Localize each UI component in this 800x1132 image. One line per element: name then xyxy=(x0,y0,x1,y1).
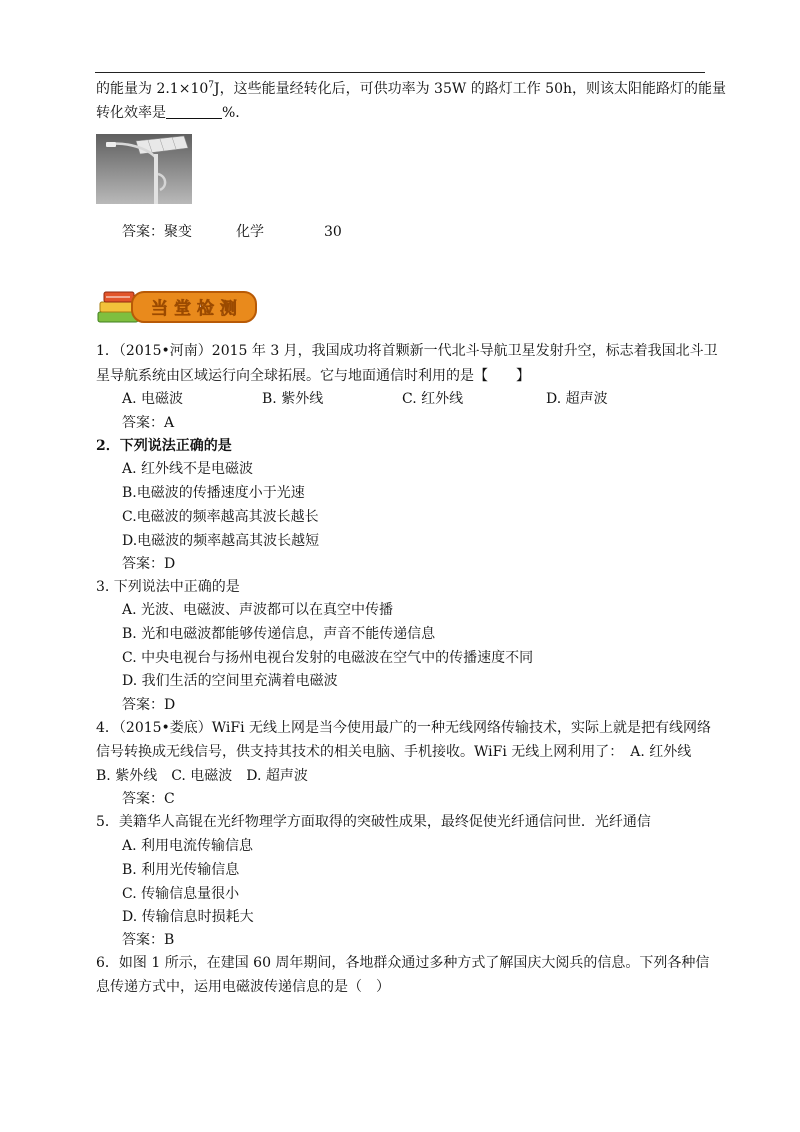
q2-option-d: D.电磁波的频率越高其波长越短 xyxy=(122,533,320,549)
q1-answer: 答案：A xyxy=(122,415,175,431)
q1-stem-line-2: 星导航系统由区域运行向全球拓展。它与地面通信时利用的是【 】 xyxy=(96,368,530,384)
q1-option-b: B. 紫外线 xyxy=(262,391,324,407)
section-badge xyxy=(96,286,260,330)
q5-stem: 5．美籍华人高锟在光纤物理学方面取得的突破性成果，最终促使光纤通信问世．光纤通信 xyxy=(96,814,651,830)
intro-answer: 答案：聚变 化学 30 xyxy=(122,224,342,240)
q3-stem: 3. 下列说法中正确的是 xyxy=(96,579,240,595)
q5-option-b: B. 利用光传输信息 xyxy=(122,862,240,878)
q1-option-c: C. 红外线 xyxy=(402,391,464,407)
q2-answer: 答案：D xyxy=(122,556,176,572)
intro-line-2: 转化效率是 %. xyxy=(96,105,240,121)
q3-option-c: C. 中央电视台与扬州电视台发射的电磁波在空气中的传播速度不同 xyxy=(122,650,534,666)
q3-answer: 答案：D xyxy=(122,697,176,713)
q6-stem-line-2: 息传递方式中，运用电磁波传递信息的是（ ） xyxy=(96,979,390,995)
q4-stem-line-1: 4．（2015•娄底）WiFi 无线上网是当今使用最广的一种无线网络传输技术，实际上就是把有线网络 xyxy=(96,720,712,736)
q5-option-a: A. 利用电流传输信息 xyxy=(122,838,254,854)
intro-line-1: 的能量为 $2.1\times 10^7J$，这些能量经转化后，可供功率为 35W 的路灯工作 50h，则该太阳能路灯的能量 xyxy=(96,80,726,97)
q4-stem-line-3: B. 紫外线 C. 电磁波 D. 超声波 xyxy=(96,768,308,784)
q6-stem-line-1: 6．如图 1 所示，在建国 60 周年期间，各地群众通过多种方式了解国庆大阅兵的信息。下列各种信 xyxy=(96,955,710,971)
section-title: 当 堂 检 测 xyxy=(151,299,237,319)
q2-option-a: A. 红外线不是电磁波 xyxy=(122,461,254,477)
q5-answer: 答案：B xyxy=(122,932,175,948)
header-rule xyxy=(95,72,705,73)
q2-option-c: C.电磁波的频率越高其波长越长 xyxy=(122,509,319,525)
q1-option-d: D. 超声波 xyxy=(546,391,608,407)
answer-blank xyxy=(166,106,222,119)
q3-option-a: A. 光波、电磁波、声波都可以在真空中传播 xyxy=(122,602,394,618)
q1-stem-line-1: 1．（2015•河南）2015 年 3 月，我国成功将首颗新一代北斗导航卫星发射升空，标志着我国北斗卫 xyxy=(96,343,718,359)
q3-option-b: B. 光和电磁波都能够传递信息，声音不能传递信息 xyxy=(122,626,436,642)
q5-option-c: C. 传输信息量很小 xyxy=(122,886,240,902)
q4-stem-line-2: 信号转换成无线信号，供支持其技术的相关电脑、手机接收。WiFi 无线上网利用了： A. 红外线 xyxy=(96,744,692,760)
q2-stem: 2．下列说法正确的是 xyxy=(96,438,232,454)
q4-answer: 答案：C xyxy=(122,791,175,807)
q5-option-d: D. 传输信息时损耗大 xyxy=(122,909,254,925)
q2-option-b: B.电磁波的传播速度小于光速 xyxy=(122,485,305,501)
q1-option-a: A. 电磁波 xyxy=(122,391,184,407)
q3-option-d: D. 我们生活的空间里充满着电磁波 xyxy=(122,673,338,689)
solar-street-lamp-image xyxy=(96,134,192,204)
